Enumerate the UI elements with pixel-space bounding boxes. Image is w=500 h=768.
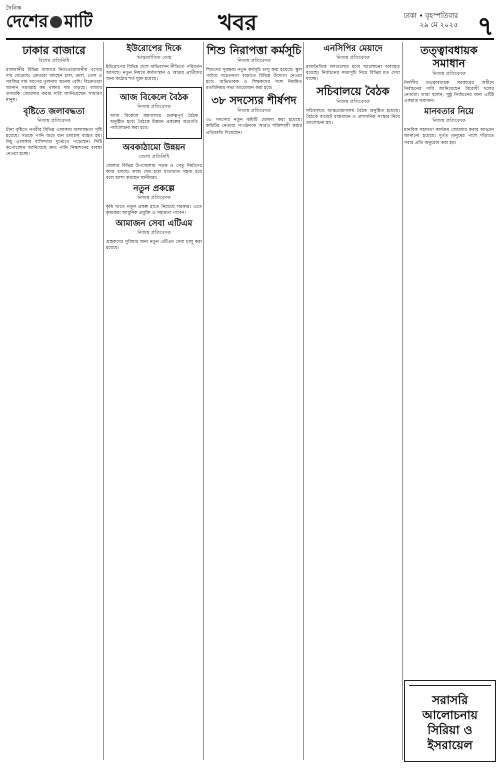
article-byline: বিশেষ প্রতিনিধি	[38, 58, 70, 64]
article-title[interactable]: তত্ত্বাবধায়ক সমাধান	[420, 44, 478, 70]
article	[404, 44, 494, 105]
article-body: শিশুদের সুরক্ষায় নতুন কর্মসূচি চালু করা হয়েছে। স্কুল পর্যায়ে সচেতনতা বাড়াতে বিভিন্ন উদ্যোগ নেওয়া হবে। অভিভাবক ও শিক্ষকদের সঙ্গে নিয়মিত মতবিনিময় সভা আয়োজন করা হবে।	[206, 68, 302, 92]
article-body: টানা বৃষ্টিতে নগরীর বিভিন্ন এলাকায় জলাবদ্ধতা সৃষ্টি হয়েছে। সড়কে পানি জমে যান চলাচল ব্যাহত হয়। নিচু এলাকার বাসিন্দারা দুর্ভোগে পড়েছেন। সিটি কর্পোরেশন জানিয়েছে দ্রুত পানি নিষ্কাশনের ব্যবস্থা নেওয়া হচ্ছে।	[6, 127, 102, 157]
article	[306, 85, 400, 127]
article-body: নির্দলীয় তত্ত্বাবধায়ক সরকারের অধীনে নির্বাচনের দাবি জানিয়েছেন বিরোধী দলের নেতারা। তারা বলেন, সুষ্ঠু নির্বাচনের জন্য এটিই একমাত্র সমাধান।	[404, 81, 494, 105]
column-divider	[103, 42, 104, 760]
column-2	[106, 42, 202, 760]
article	[6, 44, 102, 105]
article	[106, 44, 202, 83]
article-byline: নিজস্ব প্রতিবেদক	[336, 99, 370, 106]
section-title: খবর	[218, 11, 257, 36]
article-body: সচিবালয়ে আন্তঃমন্ত্রণালয় বৈঠক অনুষ্ঠিত হয়েছে। বৈঠকে বাজেট বাস্তবায়ন ও প্রশাসনিক সংস্কার নিয়ে আলোচনা হয়।	[306, 109, 400, 127]
article-byline: নিজস্ব প্রতিবেদক	[237, 58, 271, 64]
article-byline: নিজস্ব প্রতিবেদক	[137, 230, 171, 237]
dateline-1: ঢাকা • বৃহস্পতিবার	[403, 12, 458, 20]
article-title[interactable]: ৩৮ সদস্যের শীর্ষপদ	[211, 94, 297, 108]
article-title[interactable]: সচিবালয়ে বৈঠক	[316, 85, 390, 99]
article-body: কৃষি খাতে নতুন প্রকল্প হাতে নিয়েছে সরকার। এতে কৃষকেরা আধুনিক প্রযুক্তি ও সহায়তা পাবেন।	[106, 204, 202, 216]
masthead	[6, 4, 494, 40]
article-body: ৩৮ সদস্যের নতুন কমিটি ঘোষণা করা হয়েছে। কমিটির নেতারা সংগঠনকে আরও শক্তিশালী করার প্রতিশ্রুতি দিয়েছেন।	[206, 118, 302, 136]
article	[106, 219, 202, 252]
article-body: জেলার বিভিন্ন উপজেলায় সড়ক ও সেতু নির্মাণের কাজ চলছে। কাজ শেষ হলে যাতায়াত সহজ হবে বলে আশা করছেন স্থানীয়রা।	[106, 163, 202, 181]
article-body: রাজনৈতিক দলগুলোর মধ্যে আলোচনা অব্যাহত রয়েছে। নির্বাচনের সময়সূচি নিয়ে বিভিন্ন মত দেখা যাচ্ছে।	[306, 65, 400, 83]
article-byline: নিজস্ব প্রতিবেদক	[432, 118, 466, 125]
article	[404, 107, 494, 146]
page-number: ৭	[477, 12, 494, 42]
article-body: রাজধানীর বিভিন্ন বাজারে নিত্যপ্রয়োজনীয় পণ্যের দাম বেড়েছে। ক্রেতারা বলছেন চাল, ডাল, তেল ও সবজির দাম আগের তুলনায় অনেক বেশি। বিক্রেতারা জানান সরবরাহ কম থাকায় দাম বাড়ছে। বাজার তদারকি জোরদার করার দাবি জানিয়েছেন সাধারণ মানুষ।	[6, 68, 102, 104]
column-divider	[402, 42, 403, 760]
dateline-2: ২৯ মে ২০২৫	[419, 21, 458, 29]
article	[206, 44, 302, 92]
article-body: মানবিক সহায়তা কার্যক্রম জোরদার করার আহ্বান জানানো হয়েছে। দুর্গত মানুষের পাশে দাঁড়াতে সবার প্রতি অনুরোধ করা হয়।	[404, 128, 494, 146]
article-byline: আন্তর্জাতিক ডেস্ক	[136, 55, 172, 61]
brand-kicker: দৈনিক	[6, 5, 22, 12]
article-byline: নিজস্ব প্রতিবেদক	[137, 194, 171, 201]
column-divider	[303, 42, 304, 760]
article-title[interactable]: আজ বিকেলে বৈঠক	[119, 93, 189, 104]
article	[106, 143, 202, 182]
article	[106, 184, 202, 217]
brand-left: দেশের	[6, 12, 49, 32]
column-3	[206, 42, 302, 760]
article-body: আজ বিকেলে মন্ত্রণালয়ে গুরুত্বপূর্ণ বৈঠক অনুষ্ঠিত হবে। বৈঠকে উন্নয়ন প্রকল্পের অগ্রগতি পর্যালোচনা করা হবে।	[110, 114, 198, 132]
article-title[interactable]: বৃষ্টিতে জলাবদ্ধতা	[23, 106, 85, 117]
article	[206, 94, 302, 136]
article-byline: নিজস্ব প্রতিবেদক	[237, 108, 271, 115]
column-5	[404, 42, 494, 676]
article-title[interactable]: অবকাঠামো উন্নয়ন	[122, 142, 186, 153]
column-1	[6, 42, 102, 760]
article-title[interactable]: আমাজন সেবা এটিএম	[115, 219, 193, 230]
article-byline: নিজস্ব প্রতিবেদক	[37, 117, 71, 124]
brand-right: মাটি	[64, 12, 93, 32]
article-title[interactable]: এনসিপির মেয়াদে	[323, 44, 383, 54]
article-byline: নিজস্ব প্রতিবেদক	[432, 71, 466, 77]
headline-box-title[interactable]: সরাসরি আলোচনায় সিরিয়া ও ইসরায়েল	[422, 693, 478, 752]
article	[6, 107, 102, 158]
divider	[409, 685, 491, 686]
article-body: গ্রাহকদের সুবিধার জন্য নতুন এটিএম সেবা চালু করা হয়েছে।	[106, 240, 202, 252]
column-divider	[203, 42, 204, 760]
article-title[interactable]: ঢাকার বাজারে	[22, 44, 86, 57]
dateline	[404, 12, 458, 30]
article-byline: জেলা প্রতিনিধি	[138, 153, 170, 160]
article-byline: নিজস্ব প্রতিবেদক	[137, 104, 171, 111]
brand-logo-icon	[50, 16, 62, 28]
article-title[interactable]: শিশু নিরাপত্তা কর্মসূচি	[206, 44, 302, 57]
article-title[interactable]: ইউরোপের দিকে	[126, 44, 182, 54]
newspaper-brand	[6, 6, 93, 32]
article-byline: নিজস্ব প্রতিবেদক	[336, 55, 370, 61]
article-body: ইউরোপের বিভিন্ন দেশে অভিবাসন নীতিতে পরিবর্তন আসছে। নতুন নিয়মে কর্মসংস্থান ও আশ্রয় প্রার্থীদের জন্য কঠোর শর্ত যুক্ত হয়েছে।	[106, 65, 202, 83]
article-title[interactable]: মানবতার নিয়ে	[424, 107, 474, 118]
article	[106, 87, 202, 138]
column-4	[306, 42, 400, 760]
article-title[interactable]: নতুন প্রকল্পে	[133, 183, 175, 194]
article	[306, 44, 400, 83]
headline-box	[404, 680, 496, 762]
